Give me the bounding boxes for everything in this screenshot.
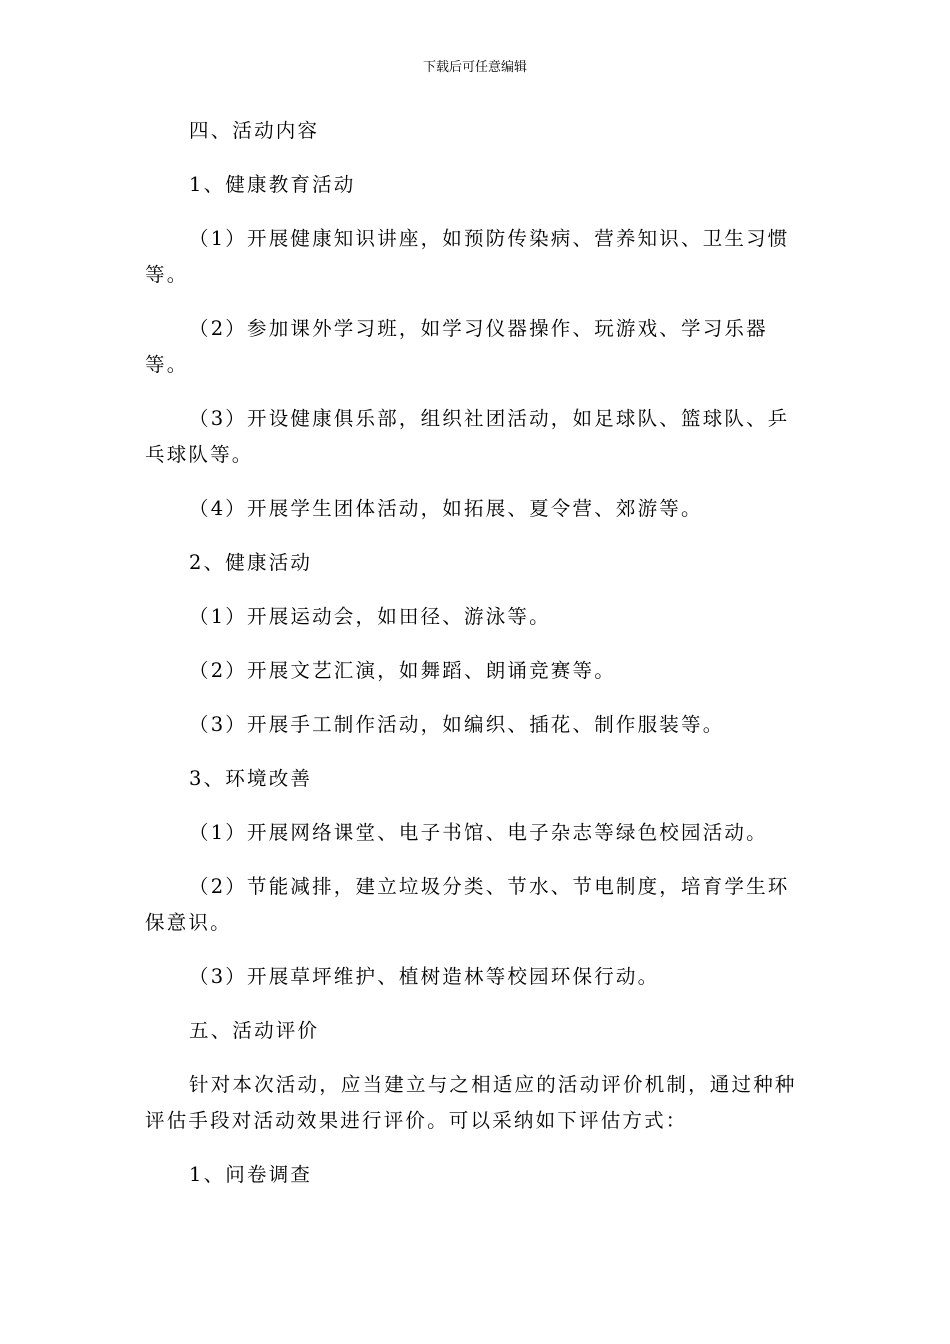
- section-heading: 四、活动内容: [189, 119, 320, 142]
- paragraph: 针对本次活动，应当建立与之相适应的活动评价机制，通过种种评估手段对活动效果进行评价。可以采纳如下评估方式：: [145, 1073, 797, 1132]
- paragraph: （1）开展运动会，如田径、游泳等。: [189, 605, 551, 628]
- subsection-heading: 3、环境改善: [189, 767, 313, 790]
- paragraph: （2）开展文艺汇演，如舞蹈、朗诵竞赛等。: [189, 659, 616, 682]
- paragraph: （3）开展草坪维护、植树造林等校园环保行动。: [189, 965, 660, 988]
- paragraph: （4）开展学生团体活动，如拓展、夏令营、郊游等。: [189, 497, 703, 520]
- subsection-heading: 1、健康教育活动: [189, 173, 356, 196]
- paragraph: （2）参加课外学习班，如学习仪器操作、玩游戏、学习乐器等。: [145, 317, 768, 376]
- paragraph: （2）节能减排，建立垃圾分类、节水、节电制度，培育学生环保意识。: [145, 875, 790, 934]
- subsection-heading: 1、问卷调查: [189, 1163, 313, 1186]
- page-header: 下载后可任意编辑: [422, 60, 527, 75]
- paragraph: （3）开设健康俱乐部，组织社团活动，如足球队、篮球队、乒乓球队等。: [145, 407, 790, 466]
- paragraph: （1）开展网络课堂、电子书馆、电子杂志等绿色校园活动。: [189, 821, 768, 844]
- subsection-heading: 2、健康活动: [189, 551, 313, 574]
- paragraph: （3）开展手工制作活动，如编织、插花、制作服装等。: [189, 713, 725, 736]
- paragraph: （1）开展健康知识讲座，如预防传染病、营养知识、卫生习惯等。: [145, 227, 790, 286]
- section-heading: 五、活动评价: [189, 1019, 320, 1042]
- document-body: [145, 113, 810, 1211]
